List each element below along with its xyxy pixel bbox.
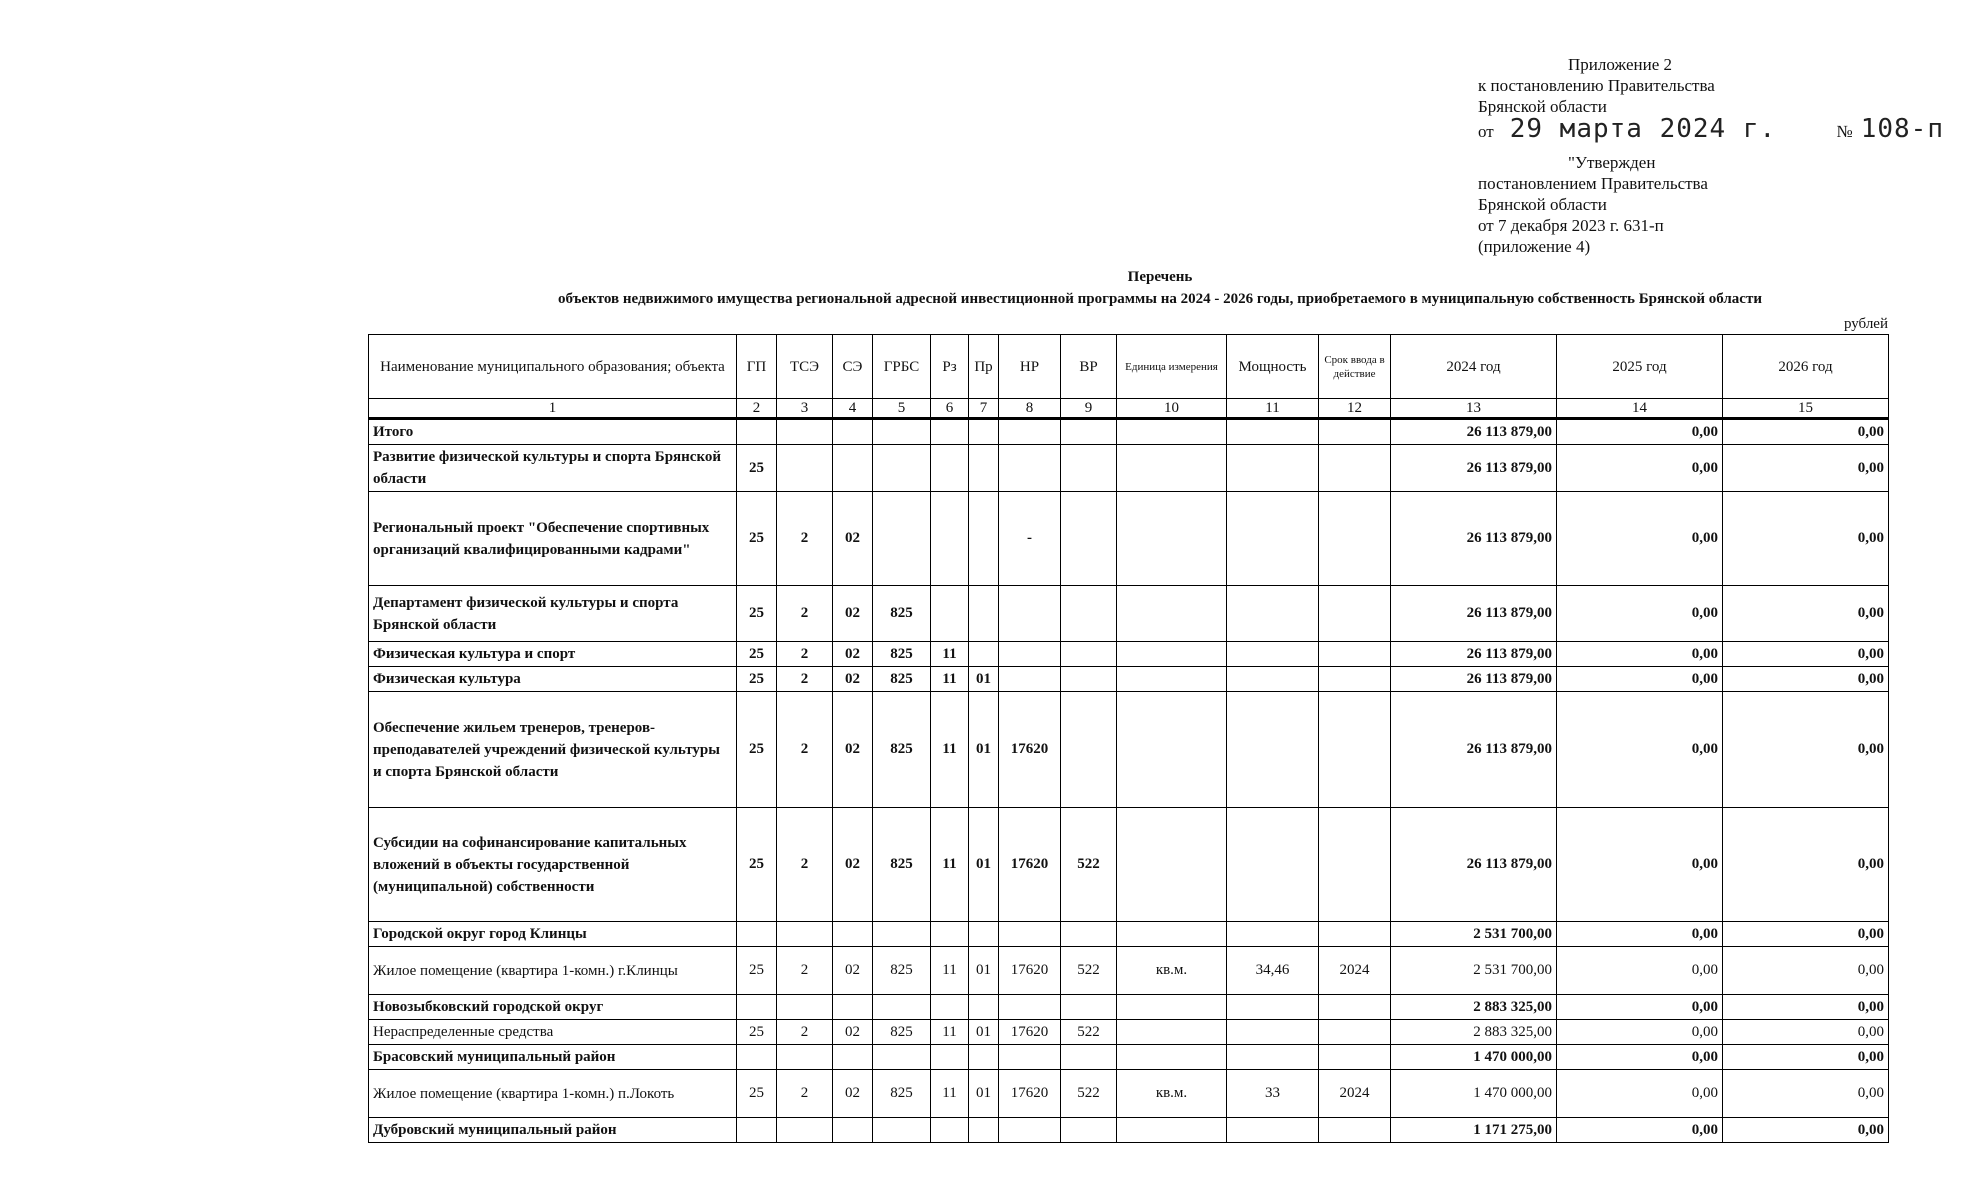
table-row [369,947,1889,995]
column-header: ГРБС [873,335,931,399]
table-cell [1061,445,1117,492]
table-cell [873,995,931,1020]
column-header: Рз [931,335,969,399]
table-cell: 17620 [999,808,1061,922]
table-cell [969,492,999,586]
table-cell: 11 [931,692,969,808]
table-cell [833,419,873,445]
table-cell: 01 [969,1020,999,1045]
table-cell: 02 [833,586,873,642]
appendix-header [1478,54,1948,257]
column-header: Срок ввода в действие [1319,335,1391,399]
document-subtitle: объектов недвижимого имущества региональной адресной инвестиционной программы на 2024 - 2026 годы, приобретаемого в муниципальную собственность Брянской области [558,291,1762,307]
table-cell: 0,00 [1557,995,1723,1020]
table-cell: 0,00 [1557,947,1723,995]
column-number: 3 [777,399,833,419]
column-header: ВР [1061,335,1117,399]
table-cell [1319,667,1391,692]
table-cell: 25 [737,586,777,642]
row-name-cell: Брасовский муниципальный район [369,1045,737,1070]
table-cell: 17620 [999,947,1061,995]
table-row [369,419,1889,445]
row-name-cell: Нераспределенные средства [369,1020,737,1045]
table-cell [1319,692,1391,808]
table-cell [999,445,1061,492]
table-cell: 02 [833,692,873,808]
table-cell [1227,1020,1319,1045]
table-row [369,922,1889,947]
table-cell: 825 [873,667,931,692]
column-number: 15 [1723,399,1889,419]
table-cell: 0,00 [1723,922,1889,947]
decree-date: 29 марта 2024 г. [1509,114,1777,144]
table-cell: 0,00 [1723,667,1889,692]
table-cell [1319,642,1391,667]
table-cell: 01 [969,808,999,922]
table-cell [1061,492,1117,586]
investment-table-wrapper [368,334,1888,1143]
table-cell: 02 [833,808,873,922]
approved-block [1478,152,1948,257]
table-row [369,808,1889,922]
table-cell: 0,00 [1723,492,1889,586]
table-cell: 25 [737,1070,777,1118]
row-name-cell: Жилое помещение (квартира 1-комн.) г.Клинцы [369,947,737,995]
table-cell [1227,995,1319,1020]
table-cell [1227,808,1319,922]
table-cell: 01 [969,692,999,808]
appendix-title: Приложение 2 [1568,55,1672,74]
table-row [369,1045,1889,1070]
table-cell [1117,922,1227,947]
table-cell [969,445,999,492]
table-cell: 25 [737,947,777,995]
table-cell: 25 [737,642,777,667]
table-cell: 2024 [1319,1070,1391,1118]
table-cell [999,419,1061,445]
table-cell [833,1045,873,1070]
approved-line-3: от 7 декабря 2023 г. 631-п [1478,216,1664,235]
column-number: 1 [369,399,737,419]
table-cell: 33 [1227,1070,1319,1118]
decree-date-line [1478,114,1948,144]
table-row [369,445,1889,492]
appendix-line-1: к постановлению Правительства [1478,76,1715,95]
table-cell: 11 [931,667,969,692]
table-cell [969,922,999,947]
number-value: 108-п [1860,114,1944,144]
table-cell [931,922,969,947]
table-cell: 2024 [1319,947,1391,995]
table-cell [1061,922,1117,947]
row-name-cell: Итого [369,419,737,445]
table-cell [1061,586,1117,642]
table-cell: 26 113 879,00 [1391,692,1557,808]
table-cell: 825 [873,692,931,808]
units-label: рублей [1843,316,1888,332]
table-cell [969,586,999,642]
table-cell: 0,00 [1723,419,1889,445]
approved-line-4: (приложение 4) [1478,237,1591,256]
table-cell [873,1045,931,1070]
table-cell [777,1045,833,1070]
table-cell: 26 113 879,00 [1391,492,1557,586]
table-cell [931,586,969,642]
table-cell [777,995,833,1020]
table-cell: 0,00 [1723,1070,1889,1118]
column-number: 13 [1391,399,1557,419]
table-cell: 01 [969,667,999,692]
table-cell [833,445,873,492]
table-cell: 2 [777,947,833,995]
table-cell [931,995,969,1020]
column-header: НР [999,335,1061,399]
table-cell: 0,00 [1723,445,1889,492]
table-cell: 02 [833,1020,873,1045]
table-cell: 11 [931,1020,969,1045]
table-row [369,667,1889,692]
table-cell [1061,667,1117,692]
column-header: 2025 год [1557,335,1723,399]
column-number: 11 [1227,399,1319,419]
row-name-cell: Обеспечение жильем тренеров, тренеров-преподавателей учреждений физической культуры и спорта Брянской области [369,692,737,808]
table-cell: 0,00 [1723,692,1889,808]
table-cell: 02 [833,1070,873,1118]
table-cell: 02 [833,492,873,586]
table-cell [999,922,1061,947]
row-name-cell: Развитие физической культуры и спорта Брянской области [369,445,737,492]
table-cell: 0,00 [1723,947,1889,995]
column-number: 4 [833,399,873,419]
table-cell: 2 [777,808,833,922]
table-cell [1117,642,1227,667]
document-title-block [360,266,1960,310]
column-number: 2 [737,399,777,419]
table-cell: 0,00 [1557,492,1723,586]
row-name-cell: Новозыбковский городской округ [369,995,737,1020]
column-number: 12 [1319,399,1391,419]
table-cell: 17620 [999,1070,1061,1118]
table-cell [1117,445,1227,492]
table-cell: 0,00 [1557,1070,1723,1118]
table-row [369,692,1889,808]
table-cell [737,922,777,947]
table-cell [1319,419,1391,445]
table-cell [737,995,777,1020]
table-cell: 825 [873,642,931,667]
table-cell [1319,808,1391,922]
table-cell: 522 [1061,947,1117,995]
table-cell [1319,445,1391,492]
table-cell: 11 [931,947,969,995]
table-cell: - [999,492,1061,586]
table-cell [1117,1020,1227,1045]
table-cell: кв.м. [1117,1070,1227,1118]
table-cell: 01 [969,947,999,995]
table-cell: 26 113 879,00 [1391,642,1557,667]
table-cell [873,1118,931,1143]
row-name-cell: Жилое помещение (квартира 1-комн.) п.Локоть [369,1070,737,1118]
table-cell: 522 [1061,1070,1117,1118]
table-cell: 1 470 000,00 [1391,1045,1557,1070]
column-header: 2024 год [1391,335,1557,399]
table-cell: 26 113 879,00 [1391,586,1557,642]
table-cell: 2 [777,1020,833,1045]
table-cell: 25 [737,492,777,586]
column-header: Пр [969,335,999,399]
row-name-cell: Физическая культура [369,667,737,692]
table-cell: 0,00 [1723,808,1889,922]
column-number-row [369,399,1889,419]
table-cell [1319,1118,1391,1143]
table-cell [873,419,931,445]
column-number: 8 [999,399,1061,419]
table-cell [1117,492,1227,586]
table-row [369,586,1889,642]
table-cell [777,922,833,947]
table-cell [1227,445,1319,492]
table-cell [833,922,873,947]
approved-line-2: Брянской области [1478,195,1607,214]
table-cell [999,1045,1061,1070]
table-cell [1061,419,1117,445]
approved-title: "Утвержден [1568,153,1656,172]
table-cell [737,1118,777,1143]
table-cell [777,419,833,445]
table-cell [931,445,969,492]
table-cell: 2 [777,492,833,586]
table-cell [1319,1020,1391,1045]
table-cell [999,642,1061,667]
table-cell [1117,808,1227,922]
table-cell: 11 [931,1070,969,1118]
table-row [369,492,1889,586]
column-header: Наименование муниципального образования; объекта [369,335,737,399]
table-cell [999,667,1061,692]
table-cell [1061,1045,1117,1070]
table-cell: 25 [737,808,777,922]
table-cell [1117,1118,1227,1143]
document-title: Перечень [1127,269,1193,285]
table-cell [999,995,1061,1020]
table-cell: 0,00 [1723,1118,1889,1143]
table-cell [1117,995,1227,1020]
row-name-cell: Физическая культура и спорт [369,642,737,667]
table-cell [969,1045,999,1070]
table-cell: 0,00 [1723,1020,1889,1045]
table-cell [1061,1118,1117,1143]
table-cell [969,1118,999,1143]
table-cell [931,1118,969,1143]
table-cell [969,995,999,1020]
table-cell: 0,00 [1557,667,1723,692]
column-header: СЭ [833,335,873,399]
table-cell: 0,00 [1557,808,1723,922]
table-cell: 0,00 [1557,1118,1723,1143]
table-cell [1227,419,1319,445]
column-header: ГП [737,335,777,399]
table-cell [1061,995,1117,1020]
table-cell [1227,922,1319,947]
table-cell [1227,692,1319,808]
table-cell [1227,586,1319,642]
table-cell [1319,586,1391,642]
table-row [369,642,1889,667]
approved-line-1: постановлением Правительства [1478,174,1708,193]
table-cell: 26 113 879,00 [1391,808,1557,922]
table-cell [1117,586,1227,642]
table-cell: 34,46 [1227,947,1319,995]
table-cell: 0,00 [1723,995,1889,1020]
table-cell: 825 [873,947,931,995]
table-cell: 2 [777,667,833,692]
column-number: 7 [969,399,999,419]
row-name-cell: Субсидии на софинансирование капитальных вложений в объекты государственной (муниципальной) собственности [369,808,737,922]
table-cell: 0,00 [1557,642,1723,667]
table-cell: 522 [1061,1020,1117,1045]
number-prefix: № [1836,122,1853,141]
table-cell: 825 [873,1070,931,1118]
table-cell: 2 883 325,00 [1391,995,1557,1020]
table-cell: 17620 [999,692,1061,808]
table-row [369,1070,1889,1118]
table-cell: 02 [833,667,873,692]
table-cell [1227,1118,1319,1143]
investment-table [368,334,1889,1143]
column-header: 2026 год [1723,335,1889,399]
table-cell [1117,1045,1227,1070]
column-number: 14 [1557,399,1723,419]
table-cell [1117,667,1227,692]
table-cell: 26 113 879,00 [1391,445,1557,492]
table-cell [1319,492,1391,586]
table-cell [1319,922,1391,947]
table-cell: 0,00 [1557,1020,1723,1045]
row-name-cell: Региональный проект "Обеспечение спортивных организаций квалифицированными кадрами" [369,492,737,586]
table-cell [1061,692,1117,808]
table-body [369,419,1889,1143]
table-cell: 02 [833,642,873,667]
table-cell: 2 883 325,00 [1391,1020,1557,1045]
table-cell: 825 [873,1020,931,1045]
table-cell: 522 [1061,808,1117,922]
table-cell: 0,00 [1557,692,1723,808]
table-cell: 2 [777,642,833,667]
table-cell: 26 113 879,00 [1391,419,1557,445]
table-cell: 1 470 000,00 [1391,1070,1557,1118]
table-cell: 825 [873,586,931,642]
table-cell [1117,419,1227,445]
column-number: 5 [873,399,931,419]
table-cell: 0,00 [1723,642,1889,667]
table-cell: 0,00 [1557,419,1723,445]
table-cell [833,995,873,1020]
table-cell [833,1118,873,1143]
table-cell: 25 [737,445,777,492]
table-row [369,1020,1889,1045]
table-cell: 0,00 [1557,922,1723,947]
table-cell: 25 [737,667,777,692]
table-cell [737,1045,777,1070]
table-cell [999,586,1061,642]
table-cell [737,419,777,445]
table-cell: 26 113 879,00 [1391,667,1557,692]
table-cell [931,492,969,586]
row-name-cell: Городской округ город Клинцы [369,922,737,947]
table-cell: 02 [833,947,873,995]
date-prefix: от [1478,122,1494,141]
row-name-cell: Департамент физической культуры и спорта Брянской области [369,586,737,642]
column-header: Мощность [1227,335,1319,399]
row-name-cell: Дубровский муниципальный район [369,1118,737,1143]
table-cell: 0,00 [1723,1045,1889,1070]
table-cell: 1 171 275,00 [1391,1118,1557,1143]
table-cell [1117,692,1227,808]
decree-number [1836,114,1948,144]
table-cell [969,419,999,445]
table-cell: 2 [777,692,833,808]
table-cell [873,492,931,586]
table-cell [1227,1045,1319,1070]
table-cell [931,1045,969,1070]
table-cell [999,1118,1061,1143]
table-cell: 825 [873,808,931,922]
table-cell [1227,492,1319,586]
table-cell [873,445,931,492]
table-cell [931,419,969,445]
table-cell [1227,667,1319,692]
table-cell: 0,00 [1557,586,1723,642]
table-cell [873,922,931,947]
column-number: 9 [1061,399,1117,419]
table-row [369,995,1889,1020]
table-cell: 2 531 700,00 [1391,922,1557,947]
table-cell [777,1118,833,1143]
table-cell: 11 [931,642,969,667]
table-cell [777,445,833,492]
table-cell: 01 [969,1070,999,1118]
table-cell [969,642,999,667]
column-header: Единица измерения [1117,335,1227,399]
table-cell: 0,00 [1557,445,1723,492]
table-cell: 0,00 [1557,1045,1723,1070]
table-cell [1227,642,1319,667]
table-cell: кв.м. [1117,947,1227,995]
table-cell: 2 [777,586,833,642]
table-cell: 25 [737,1020,777,1045]
table-cell: 17620 [999,1020,1061,1045]
table-cell: 25 [737,692,777,808]
table-cell [1319,995,1391,1020]
appendix-line-2: Брянской области [1478,97,1607,116]
column-header: ТСЭ [777,335,833,399]
table-cell [1319,1045,1391,1070]
table-header-row [369,335,1889,399]
table-cell: 2 [777,1070,833,1118]
column-number: 6 [931,399,969,419]
table-cell: 0,00 [1723,586,1889,642]
table-cell [1061,642,1117,667]
table-row [369,1118,1889,1143]
column-number: 10 [1117,399,1227,419]
table-cell: 11 [931,808,969,922]
table-cell: 2 531 700,00 [1391,947,1557,995]
